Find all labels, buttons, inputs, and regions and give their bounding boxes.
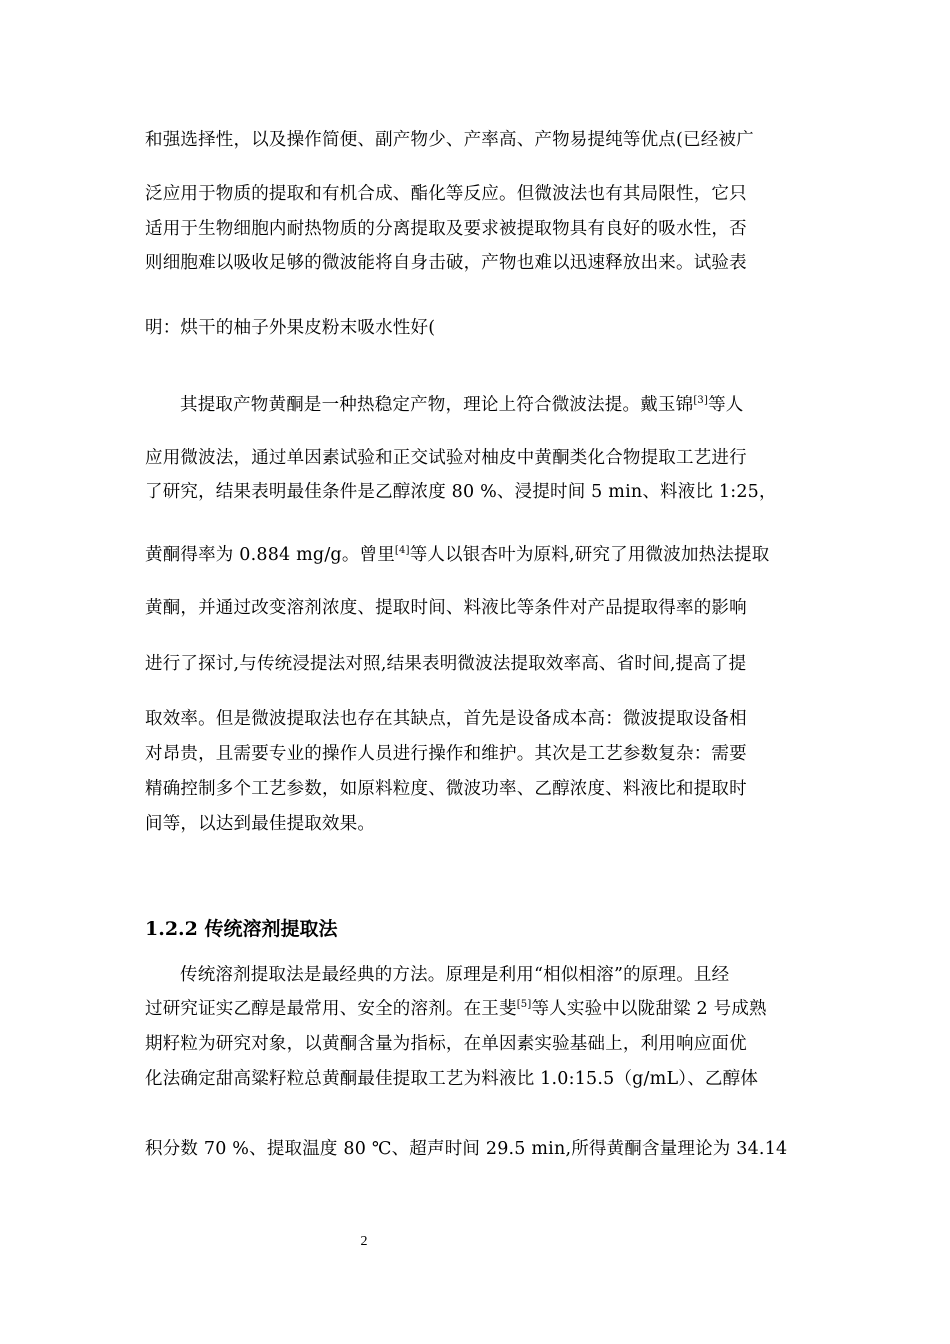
- page-number: 2: [360, 1234, 368, 1249]
- paragraph2-line-4: [145, 543, 810, 567]
- citation-ref-4: [4]: [394, 545, 410, 556]
- paragraph3-line-5: 积分数 70 %、提取温度 80 ℃、超声时间 29.5 min,所得黄酮含量理论为 34.14: [145, 1139, 788, 1159]
- paragraph1-line-5: 明：烘干的柚子外果皮粉末吸水性好(: [145, 318, 436, 338]
- paragraph2-line-1: [180, 393, 810, 417]
- section-heading: 1.2.2 传统溶剂提取法: [145, 918, 338, 940]
- text-segment: 黄酮得率为 0.884 mg/g。曾里: [145, 545, 395, 565]
- paragraph2-line-8: 对昂贵，且需要专业的操作人员进行操作和维护。其次是工艺参数复杂：需要: [145, 744, 747, 764]
- text-segment: 等人实验中以陇甜粱 2 号成熟: [531, 999, 767, 1019]
- paragraph1-line-4: 则细胞难以吸收足够的微波能将自身击破，产物也难以迅速释放出来。试验表: [145, 253, 747, 273]
- text-segment: 等人以银杏叶为原料,研究了用微波加热法提取: [409, 545, 770, 565]
- text-segment: 等人: [708, 395, 744, 415]
- text-segment: 其提取产物黄酮是一种热稳定产物，理论上符合微波法提。戴玉锦: [180, 395, 694, 415]
- paragraph3-line-4: 化法确定甜高粱籽粒总黄酮最佳提取工艺为料液比 1.0:15.5（g/mL）、乙醇体: [145, 1069, 759, 1089]
- paragraph2-line-2: 应用微波法，通过单因素试验和正交试验对柚皮中黄酮类化合物提取工艺进行: [145, 448, 747, 468]
- paragraph1-line-2: 泛应用于物质的提取和有机合成、酯化等反应。但微波法也有其局限性，它只: [145, 184, 747, 204]
- paragraph2-line-7: 取效率。但是微波提取法也存在其缺点，首先是设备成本高：微波提取设备相: [145, 709, 747, 729]
- paragraph3-line-2: [145, 997, 810, 1021]
- paragraph3-line-3: 期籽粒为研究对象，以黄酮含量为指标，在单因素实验基础上，利用响应面优: [145, 1034, 747, 1054]
- paragraph1-line-1: 和强选择性，以及操作简便、副产物少、产率高、产物易提纯等优点(已经被广: [145, 130, 754, 150]
- paragraph2-line-10: 间等，以达到最佳提取效果。: [145, 814, 376, 834]
- paragraph1-line-3: 适用于生物细胞内耐热物质的分离提取及要求被提取物具有良好的吸水性，否: [145, 219, 747, 239]
- citation-ref-5: [5]: [516, 999, 532, 1010]
- paragraph2-line-9: 精确控制多个工艺参数，如原料粒度、微波功率、乙醇浓度、料液比和提取时: [145, 779, 747, 799]
- paragraph2-line-6: 进行了探讨,与传统浸提法对照,结果表明微波法提取效率高、省时间,提高了提: [145, 654, 747, 674]
- citation-ref-3: [3]: [693, 395, 709, 406]
- paragraph2-line-3: 了研究，结果表明最佳条件是乙醇浓度 80 %、浸提时间 5 min、料液比 1:25，: [145, 482, 777, 502]
- paragraph3-line-1: 传统溶剂提取法是最经典的方法。原理是利用“相似相溶”的原理。且经: [180, 965, 730, 985]
- text-segment: 过研究证实乙醇是最常用、安全的溶剂。在王斐: [145, 999, 517, 1019]
- paragraph2-line-5: 黄酮，并通过改变溶剂浓度、提取时间、料液比等条件对产品提取得率的影响: [145, 598, 747, 618]
